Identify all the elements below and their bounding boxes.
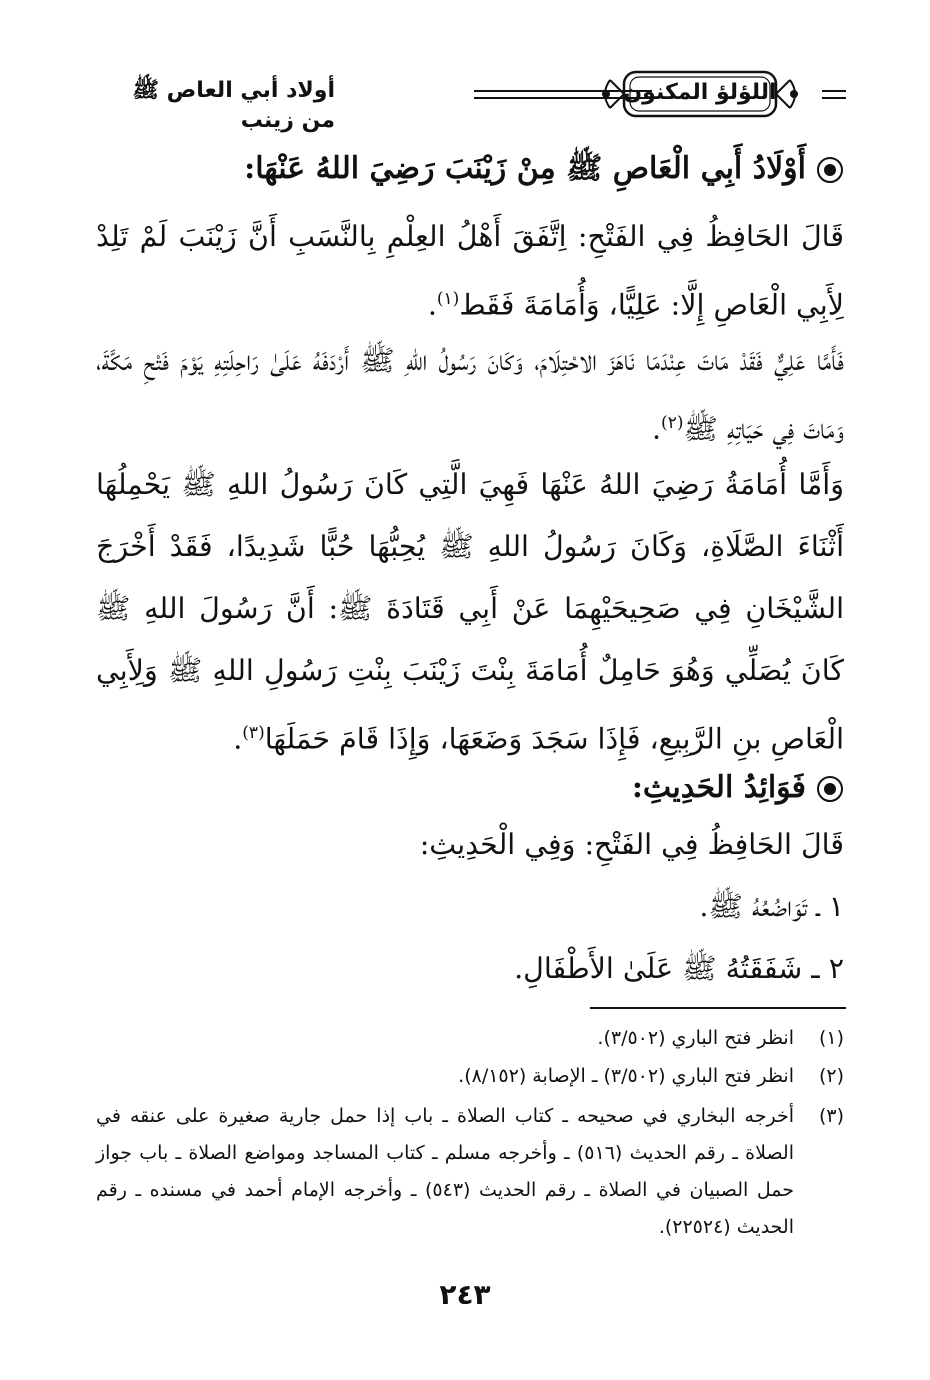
- footnote-number: (٢): [818, 1065, 844, 1087]
- header-book-title: اللؤلؤ المكنون: [623, 80, 777, 105]
- header-section-title: أولاد أبي العاص ﷺ من زينب: [100, 76, 335, 133]
- heading-text: أَوْلَادُ أَبِي الْعَاصِ ﷺ مِنْ زَيْنَبَ رَضِيَ اللهُ عَنْهَا:: [244, 151, 806, 186]
- benefit-item-1: ١ ـ تَوَاضُعُهُ ﷺ.: [699, 890, 844, 923]
- header-title-ornament: [596, 66, 804, 122]
- footnote-text: انظر فتح الباري (٣/٥٠٢).: [597, 1027, 794, 1049]
- footnote-separator: [590, 1007, 846, 1009]
- footnote-number: (٣): [818, 1105, 844, 1127]
- footnote-2: [96, 1058, 844, 1095]
- footnote-ref-3[interactable]: (٣): [242, 723, 265, 743]
- paragraph-3-end: .: [233, 722, 243, 756]
- paragraph-2-text: فَأَمَّا عَلِيٌّ فَقَدْ مَاتَ عِنْدَمَا نَاهَزَ الاحْتِلَامَ، وَكَانَ رَسُولُ اللهِ ﷺ أَرْدَفَهُ عَلَىٰ رَاحِلَتِهِ يَوْمَ فَتْحِ مَكَّةَ، وَمَاتَ فِي حَيَاتِهِ ﷺ: [96, 344, 844, 446]
- section-heading-children: [244, 150, 844, 193]
- paragraph-3-text: وَأَمَّا أُمَامَةُ رَضِيَ اللهُ عَنْهَا فَهِيَ الَّتِي كَانَ رَسُولُ اللهِ ﷺ يَحْمِلُهَا أَثْنَاءَ الصَّلَاةِ، وَكَانَ رَسُولُ اللهِ ﷺ يُحِبُّهَا حُبًّا شَدِيدًا، فَقَدْ أَخْرَجَ الشَّيْخَانِ فِي صَحِيحَيْهِمَا عَنْ أَبِي قَتَادَةَ ﷺ: أَنَّ رَسُولَ اللهِ ﷺ كَانَ يُصَلِّي وَهُوَ حَامِلٌ أُمَامَةَ بِنْتَ زَيْنَبَ بِنْتِ رَسُولِ اللهِ ﷺ وَلِأَبِي الْعَاصِ بنِ الرَّبِيعِ، فَإِذَا سَجَدَ وَضَعَهَا، وَإِذَا قَامَ حَمَلَهَا: [96, 468, 844, 756]
- header-rule-right: [822, 90, 846, 99]
- footnote-ref-2[interactable]: (٢): [661, 413, 684, 433]
- footnote-number: (١): [818, 1027, 844, 1049]
- flower-bullet-icon: [816, 775, 844, 803]
- footnote-1: [96, 1020, 844, 1057]
- flower-bullet-icon: [816, 156, 844, 184]
- section-heading-benefits: [632, 770, 844, 805]
- page-number: ٢٤٣: [439, 1278, 491, 1311]
- paragraph-1-end: .: [427, 288, 437, 322]
- paragraph-1: [96, 206, 844, 337]
- benefit-item-2: ٢ ـ شَفَقَتُهُ ﷺ عَلَىٰ الأَطْفَالِ.: [514, 952, 844, 985]
- heading-text: فَوَائِدُ الحَدِيثِ:: [631, 770, 806, 805]
- paragraph-3: [96, 454, 844, 771]
- footnote-ref-1[interactable]: (١): [436, 289, 460, 309]
- footnote-text: انظر فتح الباري (٣/٥٠٢) ـ الإصابة (٨/١٥٢).: [458, 1065, 794, 1087]
- paragraph-2: [96, 330, 844, 461]
- hadith-intro-line: قَالَ الحَافِظُ فِي الفَتْحِ: وَفِي الْحَدِيثِ:: [419, 828, 844, 861]
- paragraph-2-end: .: [651, 412, 662, 446]
- footnote-text: أخرجه البخاري في صحيحه ـ كتاب الصلاة ـ باب إذا حمل جارية صغيرة على عنقه في الصلاة ـ رقم الحديث (٥١٦) ـ وأخرجه مسلم ـ كتاب المساجد ومواضع الصلاة ـ باب جواز حمل الصبيان في الصلاة ـ رقم الحديث (٥٤٣) ـ وأخرجه الإمام أحمد في مسنده ـ رقم الحديث (٢٢٥٢٤).: [96, 1105, 794, 1238]
- running-header: [100, 58, 840, 133]
- footnote-3: [96, 1098, 844, 1248]
- paragraph-1-text: قَالَ الحَافِظُ فِي الفَتْحِ: اِتَّفَقَ أَهْلُ العِلْمِ بِالنَّسَبِ أَنَّ زَيْنَبَ لَمْ تَلِدْ لِأَبِي الْعَاصِ إِلَّا: عَلِيًّا، وَأُمَامَةَ فَقَط: [96, 220, 844, 322]
